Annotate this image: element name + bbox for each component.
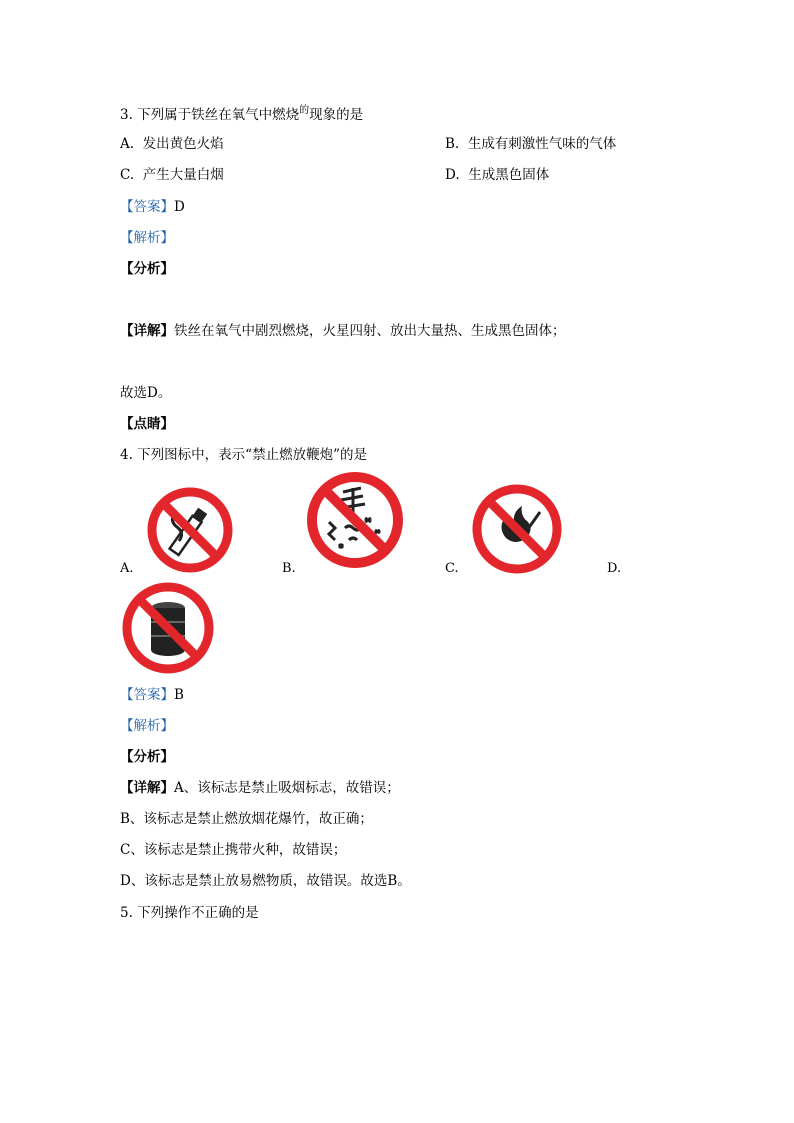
q4-option-d-letter: D. [607,561,622,576]
q4-detail-line-c: C、该标志是禁止携带火种，故错误； [120,842,347,858]
q3-option-a: A. 发出黄色火焰 [120,136,224,152]
q3-stem: 3. 下列属于铁丝在氧气中燃烧$^的$现象的是 [120,105,364,123]
no-smoking-sign-icon [145,485,235,575]
q3-detail: 【详解】铁丝在氧气中剧烈燃烧，火星四射、放出大量热、生成黑色固体； [120,323,566,339]
q4-detail-line-b: B、该标志是禁止燃放烟花爆竹，故正确； [120,811,373,827]
q4-option-c-letter: C. [445,561,459,576]
q3-fenxi-label: 【分析】 [120,261,174,277]
q3-analysis-label: 【解析】 [120,230,174,246]
q3-conclusion: 故选D。 [120,385,172,401]
q3-option-d: D. 生成黑色固体 [445,167,550,183]
q5-stem: 5. 下列操作不正确的是 [120,905,259,921]
q4-answer: 【答案】B [120,687,184,703]
q3-option-c: C. 产生大量白烟 [120,167,224,183]
q3-comment-label: 【点睛】 [120,416,174,432]
q4-stem: 4. 下列图标中，表示“禁止燃放鞭炮”的是 [120,447,367,463]
no-firecrackers-sign-icon [305,470,405,570]
q3-option-b: B. 生成有刺激性气味的气体 [445,136,617,152]
no-open-flame-sign-icon [470,482,564,576]
no-flammable-materials-sign-icon [120,580,216,676]
q4-fenxi-label: 【分析】 [120,749,174,765]
q4-detail-line-d: D、该标志是禁止放易燃物质，故错误。故选B。 [120,873,411,889]
q3-answer: 【答案】D [120,199,185,215]
q4-analysis-label: 【解析】 [120,718,174,734]
q4-option-b-letter: B. [282,561,296,576]
q4-detail-line-a: 【详解】A、该标志是禁止吸烟标志，故错误； [120,780,400,796]
q4-option-a-letter: A. [120,561,134,576]
